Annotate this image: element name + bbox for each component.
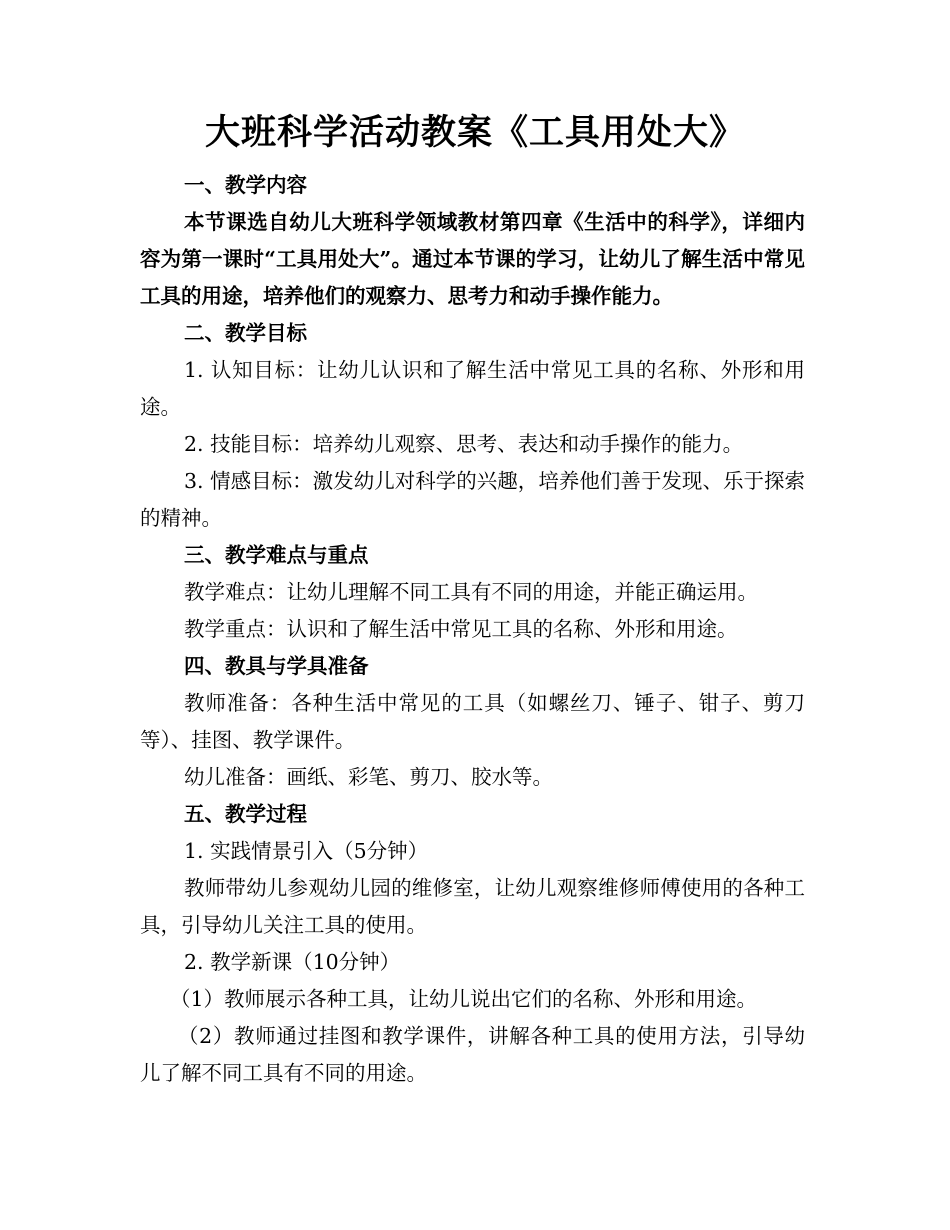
process-step-2-b: （2）教师通过挂图和教学课件，讲解各种工具的使用方法，引导幼儿了解不同工具有不同的用途。 [140, 1024, 805, 1085]
section-heading-difficulty: 三、教学难点与重点 [184, 543, 369, 567]
section-heading-materials: 四、教具与学具准备 [184, 654, 369, 678]
objective-cognitive: 1. 认知目标：让幼儿认识和了解生活中常见工具的名称、外形和用途。 [140, 358, 805, 419]
process-step-2-a: （1）教师展示各种工具，让幼儿说出它们的名称、外形和用途。 [170, 987, 758, 1011]
section-heading-content: 一、教学内容 [184, 173, 307, 197]
section-heading-process: 五、教学过程 [184, 802, 307, 826]
objective-emotion: 3. 情感目标：激发幼儿对科学的兴趣，培养他们善于发现、乐于探索的精神。 [140, 469, 805, 530]
section-content-text: 本节课选自幼儿大班科学领域教材第四章《生活中的科学》，详细内容为第一课时“工具用处大”。通过本节课的学习，让幼儿了解生活中常见工具的用途，培养他们的观察力、思考力和动手操作能力。 [140, 210, 805, 308]
process-step-1-text: 教师带幼儿参观幼儿园的维修室，让幼儿观察维修师傅使用的各种工具，引导幼儿关注工具的使用。 [140, 876, 805, 937]
teaching-difficulty: 教学难点：让幼儿理解不同工具有不同的用途，并能正确运用。 [184, 580, 758, 604]
child-preparation: 幼儿准备：画纸、彩笔、剪刀、胶水等。 [184, 765, 553, 789]
process-step-2: 2. 教学新课（10分钟） [184, 950, 401, 974]
document-title: 大班科学活动教案《工具用处大》 [204, 112, 745, 153]
process-step-1: 1. 实践情景引入（5分钟） [184, 839, 429, 863]
teacher-preparation: 教师准备：各种生活中常见的工具（如螺丝刀、锤子、钳子、剪刀等）、挂图、教学课件。 [140, 691, 805, 752]
section-heading-objectives: 二、教学目标 [184, 321, 307, 345]
objective-skill: 2. 技能目标：培养幼儿观察、思考、表达和动手操作的能力。 [184, 432, 744, 456]
teaching-key-point: 教学重点：认识和了解生活中常见工具的名称、外形和用途。 [184, 617, 738, 641]
